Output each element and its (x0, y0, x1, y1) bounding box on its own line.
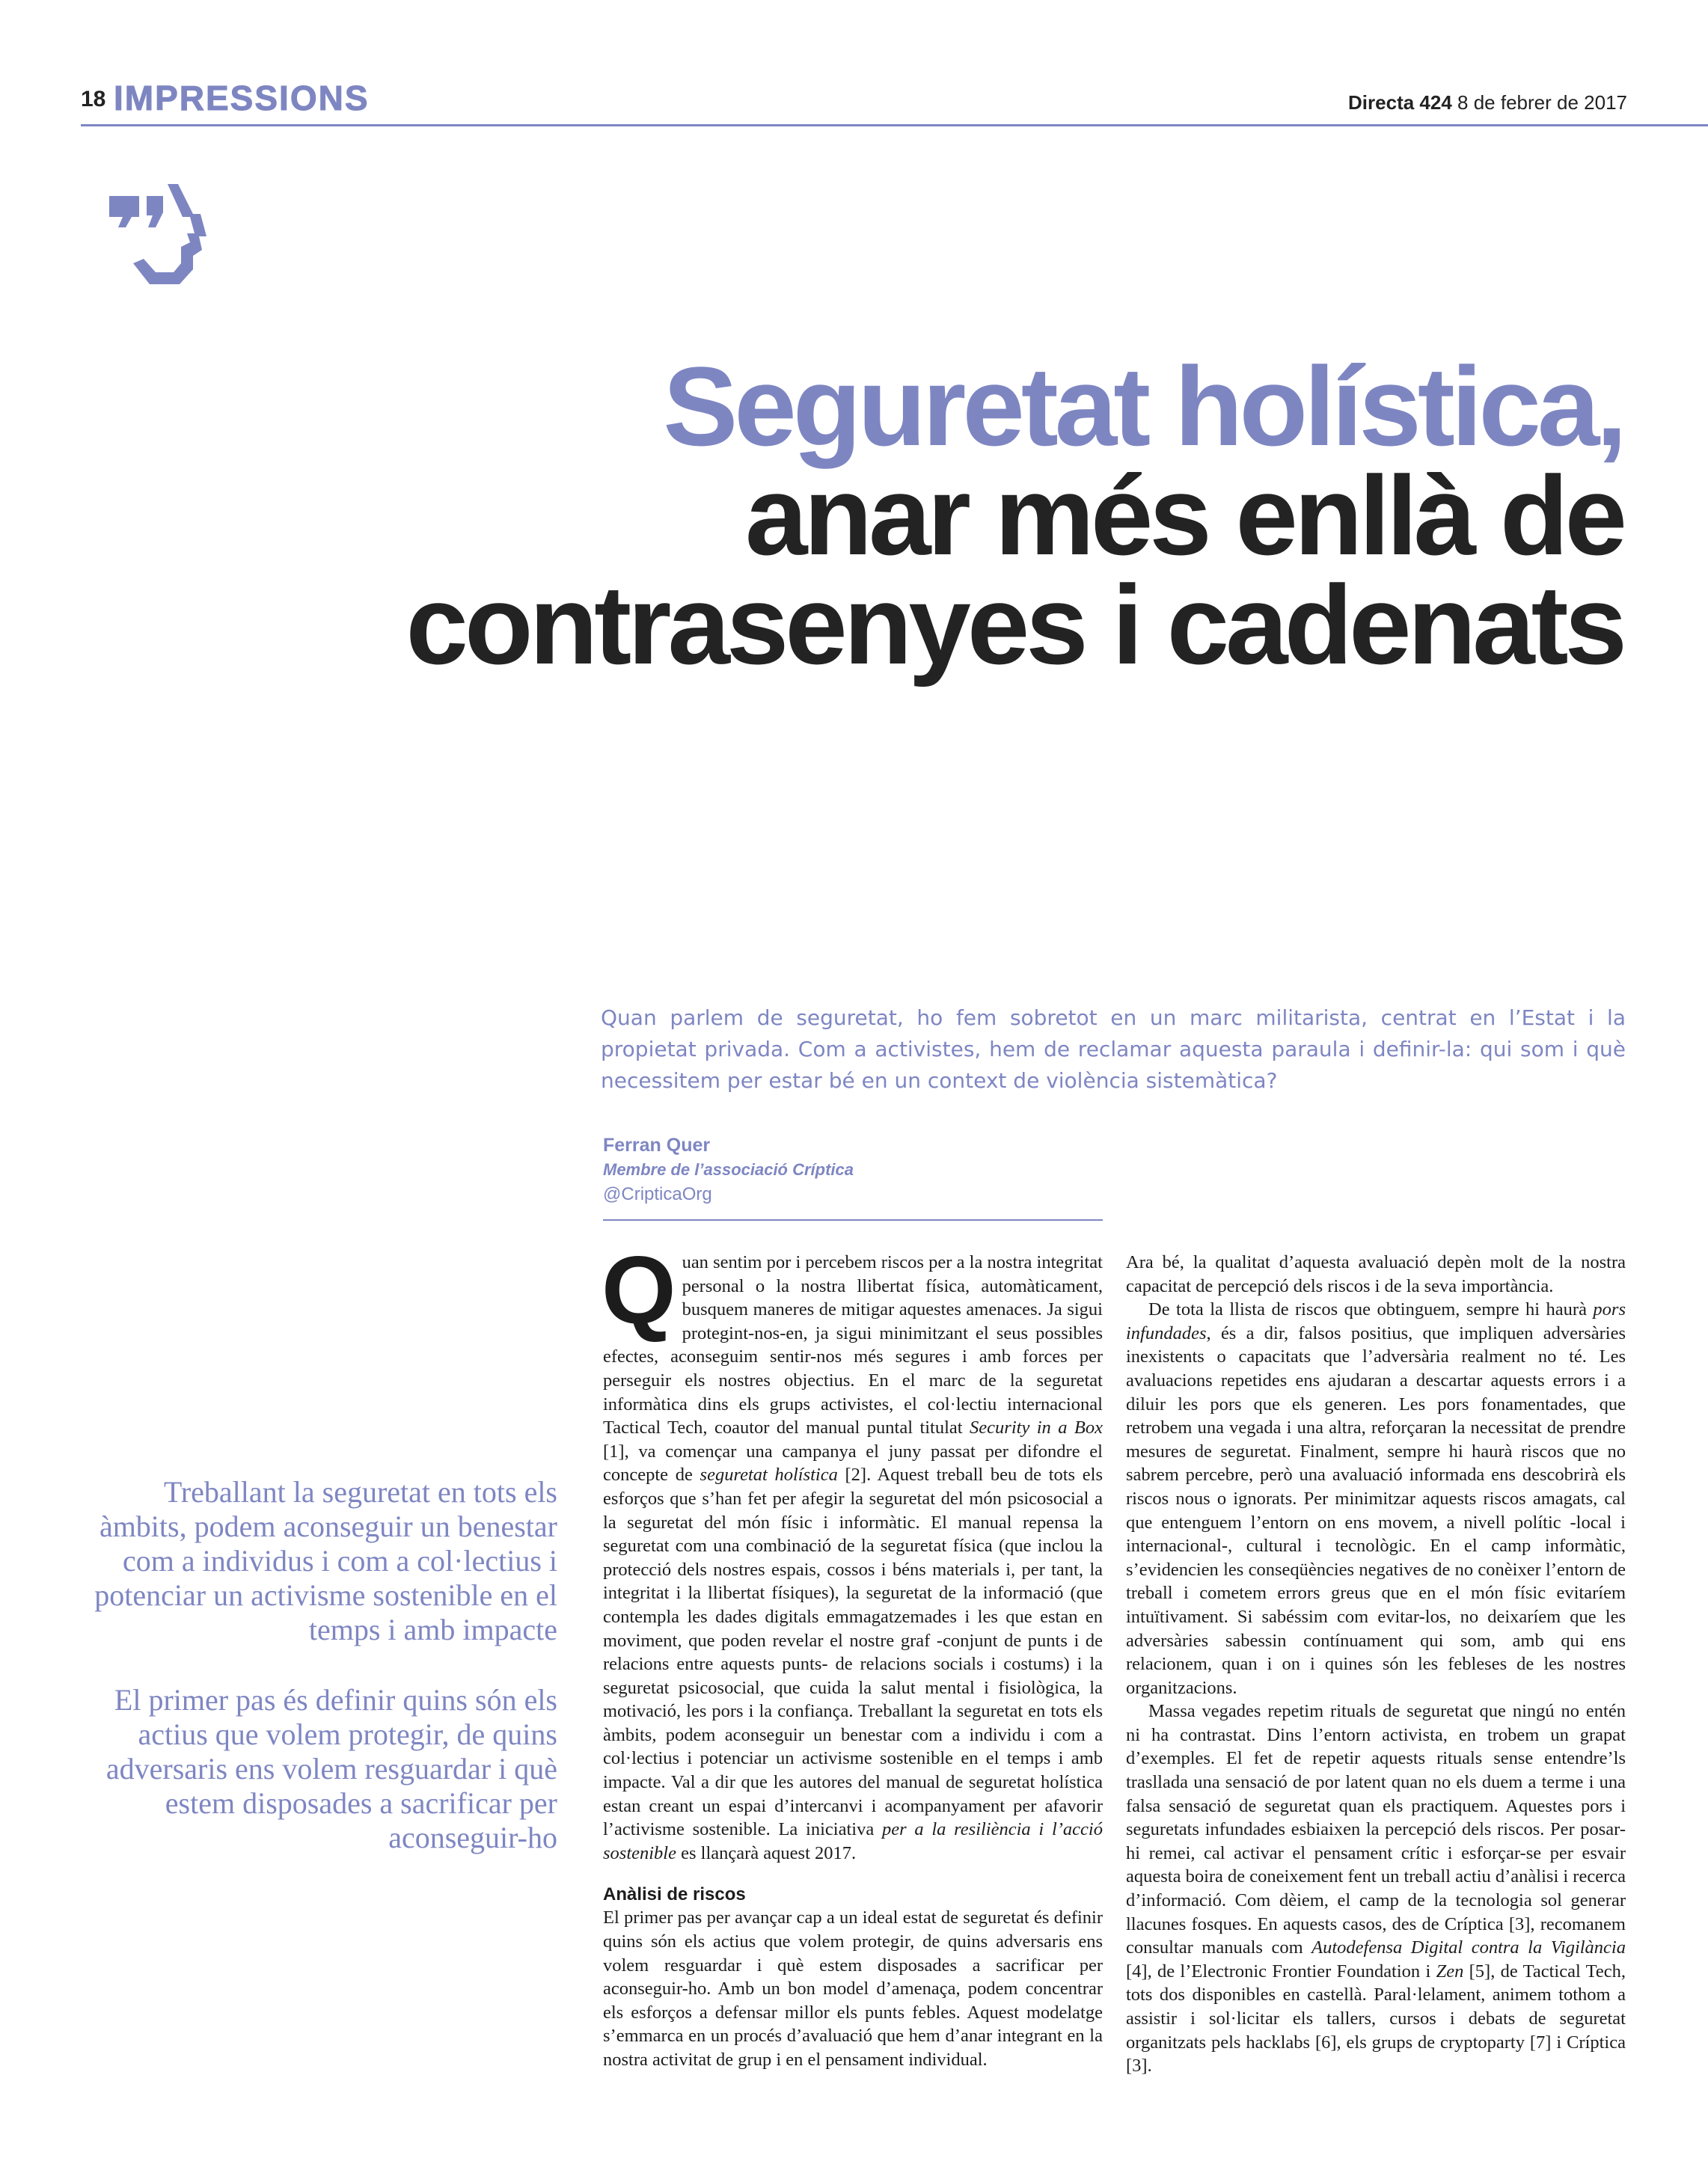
issue-info (1348, 91, 1627, 114)
body-paragraph: El primer pas per avançar cap a un ideal estat de seguretat és definir quins són els actius que volem protegir, de quins adversaris ens volem resguardar i què estem disposades a sacrificar per aconseguir-ho. Amb un bon model d’amenaça, podem concentrar els esforços a defensar millor els punts febles. Aquest modelatge s’emmarca en un procés d’avaluació que hem d’anar integrant en la nostra activitat de grup i en el pensament individual. (603, 1907, 1103, 2070)
header-rule (81, 124, 1708, 126)
body-paragraph: Quan sentim por i percebem riscos per a la nostra integritat personal o la nostra llibertat física, automàticament, busquem maneres de mitigar aquestes amenaces. Ja sigui protegint-nos-en, ja sigui minimitzant el seus possibles efectes, aconseguim sentir-nos més segures i amb forces per perseguir els nostres objectius. En el marc de la seguretat informàtica dins els grups activistes, el col·lectiu internacional Tactical Tech, coautor del manual puntal titulat Security in a Box [1], va començar una campanya el juny passat per difondre el concepte de seguretat holística [2]. Aquest treball beu de tots els esforços que s’han fet per afegir la seguretat del món psicosocial a la seguretat del món físic i informàtic. El manual repensa la seguretat com una combinació de la seguretat física (que inclou la protecció dels nostres espais, cossos i béns materials i, per tant, la integritat i la llibertat físiques), la seguretat de la informació (que contempla les dades digitals emmagatzemades i les que estan en moviment, que poden revelar el nostre graf -conjunt de punts i de relacions entre aquests punts- de relacions socials i costums) i la seguretat psicosocial, que cuida la salut mental i fisiològica, la motivació, les pors i la confiança. Treballant la seguretat en tots els àmbits, podem aconseguir un benestar com a individu i com a col·lectius i potenciar un activisme sostenible en el temps i amb impacte. Val a dir que les autores del manual de seguretat holística estan creant un espai d’intercanvi i acompanyament per afavorir l’activisme sostenible. La iniciativa per a la resiliència i l’acció sostenible es llançarà aquest 2017. (602, 1237, 1104, 1863)
publication-name: Directa 424 (1348, 91, 1452, 114)
body-paragraph: De tota la llista de riscos que obtinguem, sempre hi haurà pors infundades, és a dir, falsos positius, que impliquen adversàries inexistents o capacitats que l’adversària realment no té. Les avaluacions repetides ens ajudaran a descartar aquests errors i a diluir les pors que els generen. Les pors fonamentades, que retrobem una vegada i una altra, reforçaran la necessitat de prendre mesures de seguretat. Finalment, sempre hi haurà riscos que no sabrem percebre, però una avaluació informada ens descobrirà els riscos nous o ignorats. Per minimitzar aquests riscos amagats, cal que entenguem l’entorn on ens movem, a nivell polític -local i internacional-, cultural i tecnològic. En el camp informàtic, s’evidencien les conseqüències negatives de no conèixer l’entorn de treball i cometem errors greus que en el món físic evitaríem intuïtivament. Si sabéssim com evitar-los, no deixaríem que les adversàries sabessin contínuament qui som, amb qui ens relacionem, quan i on i quines són les febleses de les nostres organitzacions. (1126, 1299, 1626, 1698)
headline-line-2: anar més enllà de (745, 453, 1623, 578)
author-handle: @CripticaOrg (603, 1184, 712, 1204)
headline-line-3: contrasenyes i cadenats (405, 562, 1623, 687)
author-name: Ferran Quer (603, 1135, 711, 1156)
pullquote: Treballant la seguretat en tots els àmbits, podem aconseguir un benestar com a individus i com a col·lectius i potenciar un activisme sostenible en el temps i amb impacte (94, 1475, 557, 1646)
body-column-2 (1126, 1251, 1626, 2078)
headline-line-1: Seguretat holística, (663, 343, 1623, 469)
lede: Quan parlem de seguretat, ho fem sobretot en un marc militarista, centrat en l’Estat i la propietat privada. Com a activistes, hem de reclamar aquesta paraula i definir-la: qui som i què necessitem per estar bé en un context de violència sistemàtica? (601, 1005, 1626, 1093)
body-column-1 (602, 1237, 1104, 2072)
drop-cap: Q (602, 1237, 676, 1344)
pullquote: El primer pas és definir quins són els actius que volem protegir, de quins adversaris ens volem resguardar i què estem disposades a sacrificar per aconseguir-ho (105, 1683, 557, 1854)
page-number: 18 (81, 87, 106, 111)
body-paragraph: Ara bé, la qualitat d’aquesta avaluació depèn molt de la nostra capacitat de percepció dels riscos i de la seva importància. (1126, 1252, 1626, 1296)
section-title: IMPRESSIONS (114, 79, 370, 117)
issue-date: 8 de febrer de 2017 (1457, 91, 1627, 114)
subheading: Anàlisi de riscos (603, 1884, 746, 1905)
byline-rule (603, 1219, 1103, 1221)
impressions-face-logo-icon (103, 180, 215, 307)
author-role: Membre de l’associació Críptica (603, 1160, 854, 1179)
body-paragraph: Massa vegades repetim rituals de seguretat que ningú no entén ni ha contrastat. Dins l’entorn activista, en trobem un grapat d’exemples. El fet de repetir aquests rituals sense entendre’ls trasllada una sensació de por latent quan no els duem a terme i una falsa sensació de seguretat quan els practiquem. Aquestes pors i seguretats infundades esbiaixen la percepció dels riscos. Per posar-hi remei, cal activar el pensament crític i esforçar-se per esvair aquesta boira de coneixement fent un treball actiu d’anàlisi i recerca d’informació. Com dèiem, el camp de la tecnologia sol generar llacunes fosques. En aquests casos, des de Críptica [3], recomanem consultar manuals com Autodefensa Digital contra la Vigilància [4], de l’Electronic Frontier Foundation i Zen [5], de Tactical Tech, tots dos disponibles en castellà. Paral·lelament, animem tothom a assistir i sol·licitar els tallers, cursos i debats de seguretat organitzats pels hacklabs [6], els grups de cryptoparty [7] i Críptica [3]. (1126, 1701, 1626, 2077)
byline (603, 1133, 1104, 1207)
headline (224, 343, 1623, 687)
